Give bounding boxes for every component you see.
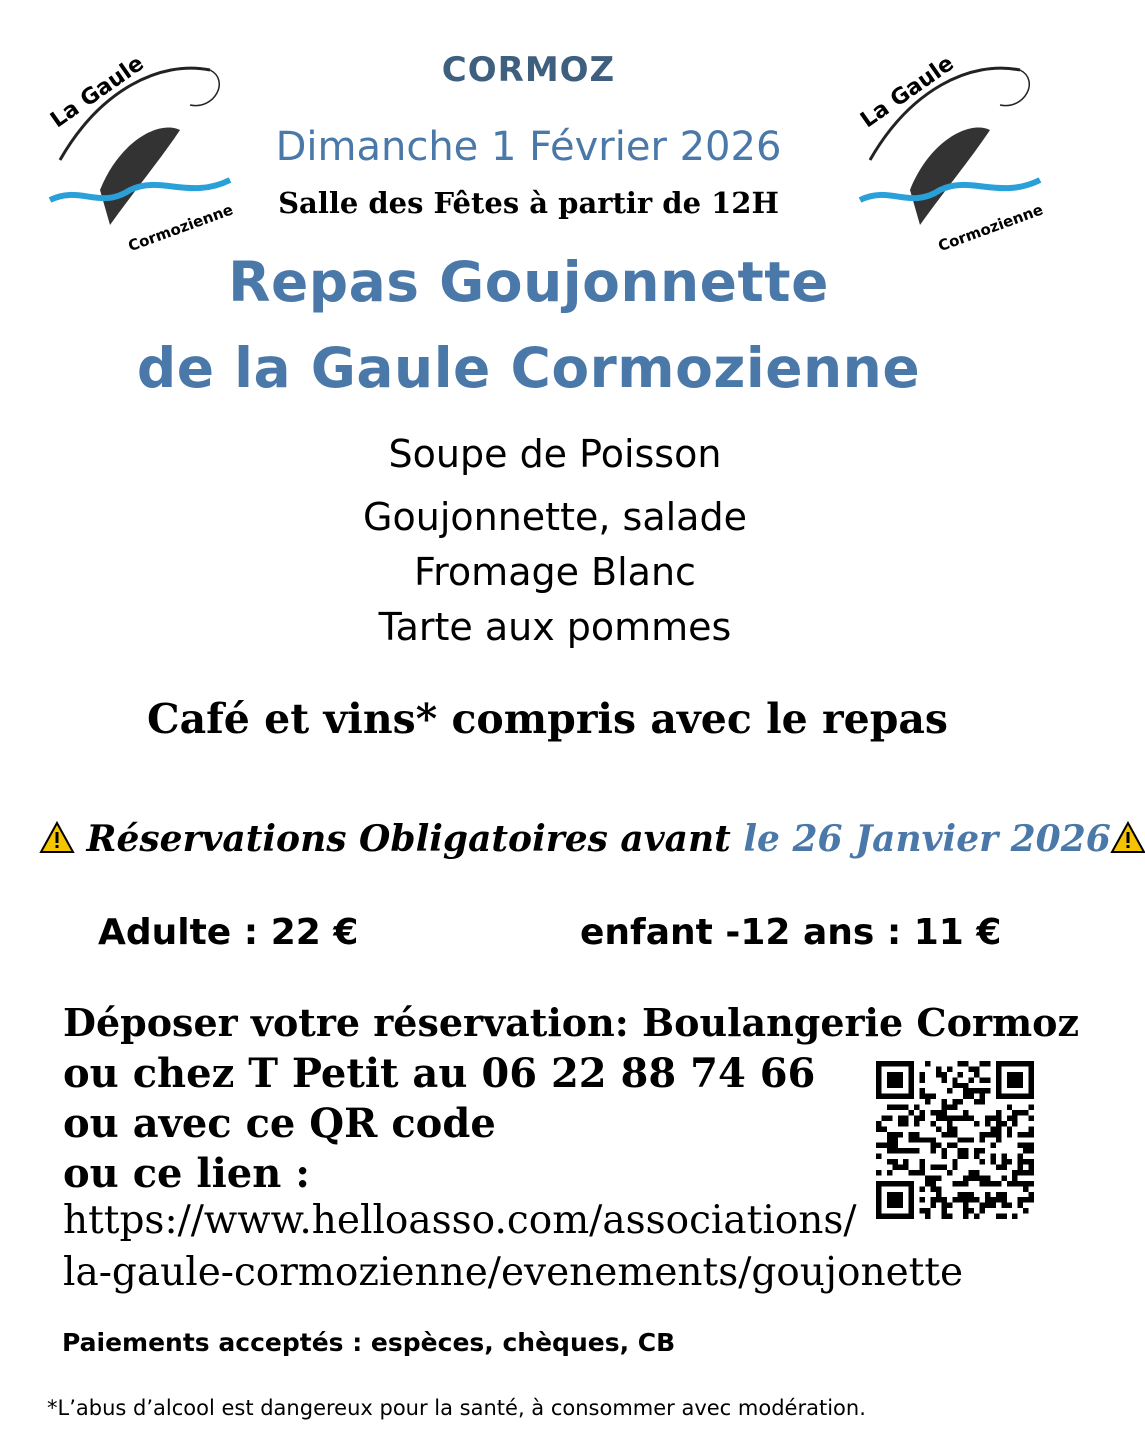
menu-item-main: Goujonnette, salade: [363, 495, 747, 539]
price-child: enfant -12 ans : 11 €: [580, 912, 1002, 953]
reservation-link-line-1[interactable]: https://www.helloasso.com/associations/: [63, 1198, 857, 1243]
title-line-1: Repas Goujonnette: [228, 250, 829, 314]
deposit-line-1: Déposer votre réservation: Boulangerie Cormoz: [63, 1000, 1080, 1045]
deposit-line-2: ou chez T Petit au 06 22 88 74 66: [63, 1050, 816, 1097]
logo-left-top-text: La Gaule: [46, 51, 149, 134]
menu-item-soup: Soupe de Poisson: [388, 432, 722, 476]
event-venue: Salle des Fêtes à partir de 12H: [278, 186, 779, 220]
alcohol-disclaimer: *L’abus d’alcool est dangereux pour la santé, à consommer avec modération.: [47, 1396, 866, 1420]
reservation-deadline: le 26 Janvier 2026: [743, 818, 1111, 860]
event-date: Dimanche 1 Février 2026: [275, 124, 782, 170]
qr-code[interactable]: [876, 1058, 1034, 1222]
deposit-line-4: ou ce lien :: [63, 1150, 311, 1197]
warning-icon: [1111, 821, 1145, 855]
town-name: CORMOZ: [441, 50, 616, 90]
reservation-link-line-2[interactable]: la-gaule-cormozienne/evenements/goujonette: [63, 1250, 964, 1295]
title-line-2: de la Gaule Cormozienne: [136, 336, 921, 400]
reservation-notice: [40, 818, 1111, 860]
logo-right-top-text: La Gaule: [856, 51, 959, 134]
included-drinks: Café et vins* compris avec le repas: [146, 695, 949, 743]
warning-icon: [40, 821, 74, 855]
payment-methods: Paiements acceptés : espèces, chèques, CB: [62, 1328, 676, 1357]
deposit-line-3: ou avec ce QR code: [63, 1100, 496, 1147]
logo-left-bottom-text: Cormozienne: [125, 200, 236, 256]
reservation-text: Réservations Obligatoires avant: [86, 818, 731, 860]
menu-item-dessert: Tarte aux pommes: [378, 605, 732, 649]
menu-item-cheese: Fromage Blanc: [414, 550, 696, 594]
logo-right-bottom-text: Cormozienne: [935, 200, 1046, 256]
price-adult: Adulte : 22 €: [98, 912, 359, 953]
